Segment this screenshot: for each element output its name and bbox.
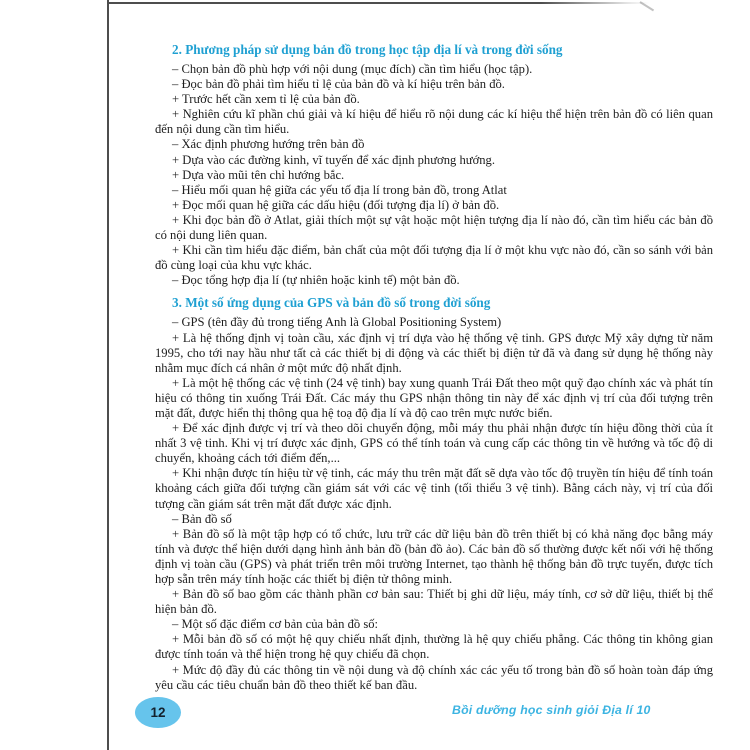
book-title: Bồi dưỡng học sinh giỏi Địa lí 10 — [452, 703, 651, 717]
page-edge-vertical-line — [107, 0, 109, 750]
paragraph: + Là một hệ thống các vệ tinh (24 vệ tinh) bay xung quanh Trái Đất theo một quỹ đạo chính xác và phát tín hiệu có thông tin xuống Trái Đất. Các máy thu GPS nhận thông tin này để xác định vị trí của đối tượng trên mặt đất, được hiển thị thông qua hệ toạ độ địa lí và độ cao trên mực nước biển. — [155, 375, 713, 420]
paragraph: – Chọn bản đồ phù hợp với nội dung (mục đích) cần tìm hiểu (học tập). — [172, 62, 533, 76]
paragraph: – GPS (tên đầy đủ trong tiếng Anh là Global Positioning System) — [172, 315, 502, 330]
paragraph: + Khi nhận được tín hiệu từ vệ tinh, các máy thu trên mặt đất sẽ dựa vào tốc độ truyền tín hiệu để tính toán khoảng cách giữa đối tượng cần giám sát với các vệ tinh (tối thiểu 3 vệ tinh). Bằng cách này, vị trí của đối tượng cần giám sát trên mặt đất được xác định. — [155, 466, 713, 511]
page-edge-horizontal-line — [107, 2, 649, 4]
page-number-badge — [135, 697, 181, 728]
paragraph: + Dựa vào các đường kinh, vĩ tuyến để xác định phương hướng. — [172, 152, 495, 167]
paragraph: + Đọc mối quan hệ giữa các dấu hiệu (đối tượng địa lí) ở bản đồ. — [172, 197, 500, 212]
paragraph: – Một số đặc điểm cơ bản của bản đồ số: — [172, 617, 379, 632]
paragraph: + Bản đồ số bao gồm các thành phần cơ bản sau: Thiết bị ghi dữ liệu, máy tính, cơ sở dữ liệu, thiết bị thể hiện bản đồ. — [155, 587, 713, 617]
paragraph: + Để xác định được vị trí và theo dõi chuyển động, mỗi máy thu phải nhận được tín hiệu đồng thời của ít nhất 3 vệ tinh. Khi vị trí được xác định, GPS có thể tính toán và cung cấp các thông tin về hướng và tốc độ di chuyển, khoảng cách tới điểm đến,... — [155, 421, 713, 466]
paragraph: + Nghiên cứu kĩ phần chú giải và kí hiệu để hiểu rõ nội dung các kí hiệu thể hiện trên bản đồ có liên quan đến nội dung cần tìm hiểu. — [155, 107, 713, 137]
section-heading: 3. Một số ứng dụng của GPS và bản đồ số trong đời sống — [172, 295, 491, 311]
page-content — [155, 42, 713, 693]
paragraph: + Dựa vào mũi tên chỉ hướng bắc. — [172, 167, 345, 182]
paragraph: – Hiểu mối quan hệ giữa các yếu tố địa lí trong bản đồ, trong Atlat — [172, 182, 507, 197]
paragraph: – Đọc tổng hợp địa lí (tự nhiên hoặc kinh tế) một bản đồ. — [172, 273, 460, 288]
paragraph: + Khi đọc bản đồ ở Atlat, giải thích một sự vật hoặc một hiện tượng địa lí nào đó, cần tìm hiểu các bản đồ có nội dung liên quan. — [155, 212, 713, 243]
paragraph: – Xác định phương hướng trên bản đồ — [172, 137, 365, 152]
page-number: 12 — [150, 705, 166, 720]
paragraph: – Bản đồ số — [172, 511, 232, 526]
section-heading: 2. Phương pháp sử dụng bản đồ trong học tập địa lí và trong đời sống — [172, 42, 563, 57]
paragraph: + Khi cần tìm hiểu đặc điểm, bản chất của một đối tượng địa lí ở một khu vực nào đó, cần so sánh với bản đồ cùng loại của khu vực khác. — [155, 243, 713, 273]
paragraph: + Mỗi bản đồ số có một hệ quy chiếu nhất định, thường là hệ quy chiếu phẳng. Các thông tin không gian được tính toán và thể hiện trong hệ quy chiếu đã chọn. — [155, 632, 713, 662]
paragraph: – Đọc bản đồ phải tìm hiểu tỉ lệ của bản đồ và kí hiệu trên bản đồ. — [172, 77, 505, 92]
paragraph: + Bản đồ số là một tập hợp có tổ chức, lưu trữ các dữ liệu bản đồ trên thiết bị có khả năng đọc bằng máy tính và được thể hiện dưới dạng hình ảnh bản đồ (bản đồ ảo). Các bản đồ số thường được kết nối với hệ thống định vị toàn cầu (GPS) và phát triển trên môi trường Internet, tạo thành hệ thống bản đồ trực tuyến, được tích hợp sẵn trên máy tính hoặc các thiết bị điện tử thông minh. — [155, 526, 713, 586]
paragraph: + Mức độ đầy đủ các thông tin về nội dung và độ chính xác các yếu tố trong bản đồ số hoàn toàn đáp ứng yêu cầu các tiêu chuẩn bản đồ theo thiết kế ban đầu. — [155, 662, 713, 692]
paragraph: + Trước hết cần xem tỉ lệ của bản đồ. — [172, 92, 360, 107]
paragraph: + Là hệ thống định vị toàn cầu, xác định vị trí dựa vào hệ thống vệ tinh. GPS được Mỹ xây dựng từ năm 1995, cho tới nay hầu như tất cả các thiết bị di động và các thiết bị điện tử đã và đang sử dụng hệ thống này nhằm mục đích cá nhân ở một mức độ nhất định. — [155, 330, 713, 375]
